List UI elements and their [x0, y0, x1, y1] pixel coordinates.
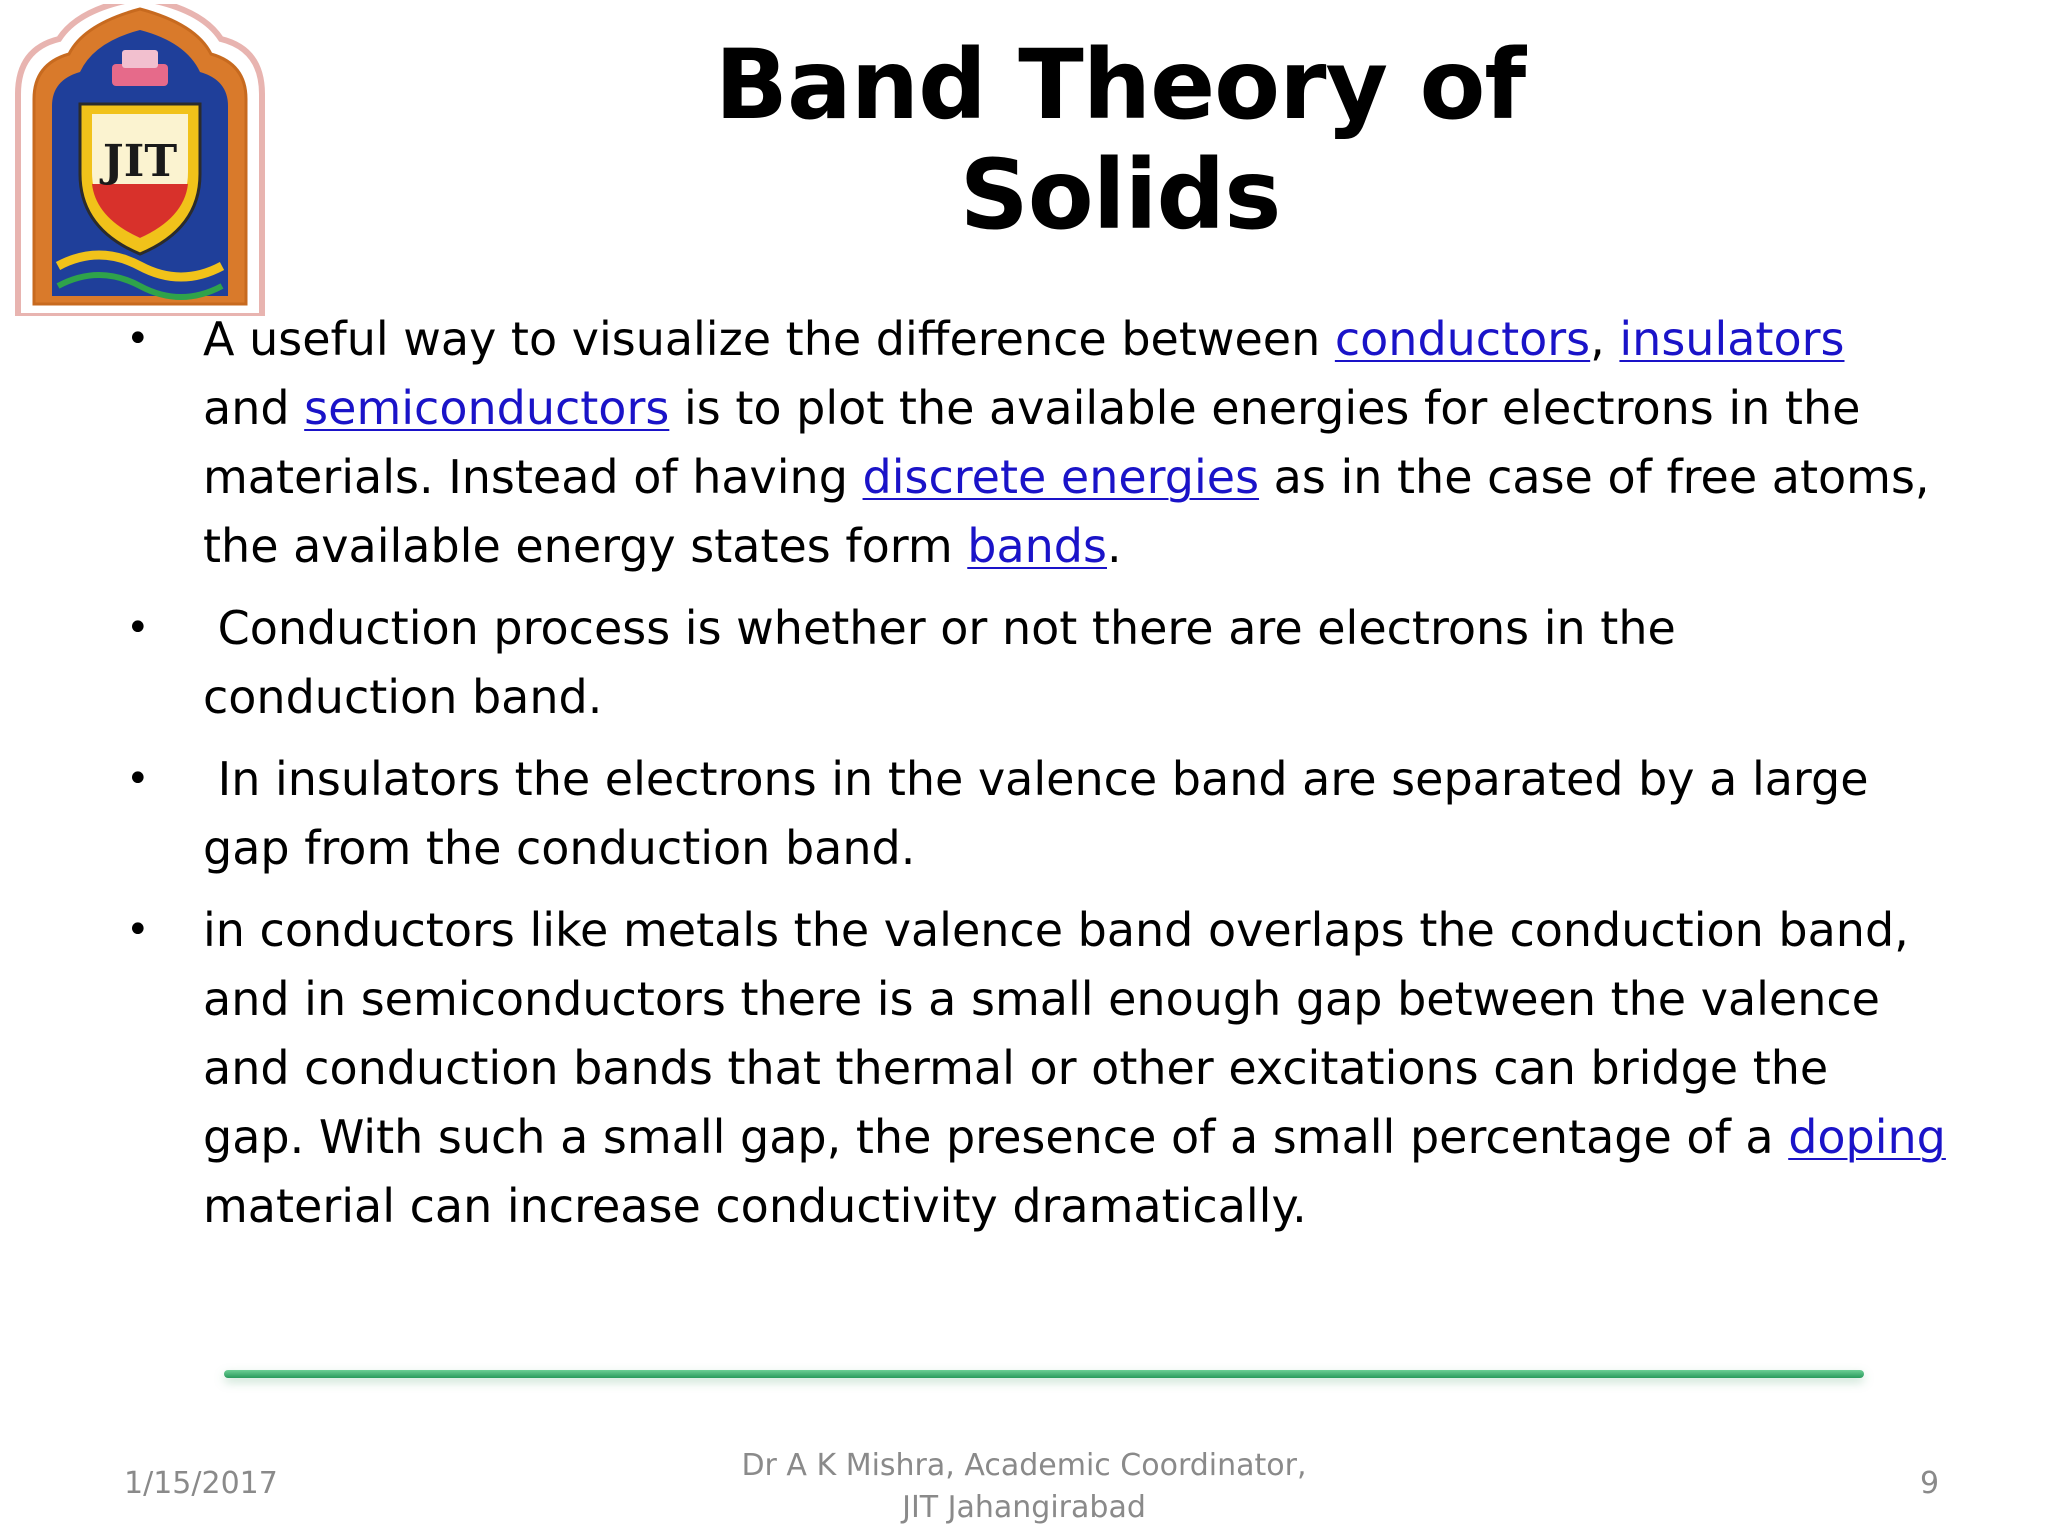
- footer-date: 1/15/2017: [124, 1466, 278, 1501]
- hyperlink[interactable]: semiconductors: [304, 381, 670, 435]
- bullet-line: [203, 814, 1970, 883]
- bullet-text: the available energy states form: [203, 519, 968, 573]
- bullet-text: ,: [1590, 312, 1620, 366]
- footer-author-line1: Dr A K Mishra, Academic Coordinator,: [741, 1448, 1307, 1483]
- bullet-text: and conduction bands that thermal or other excitations can bridge the: [203, 1041, 1829, 1095]
- bullet-line: [203, 1034, 1970, 1103]
- bullet-text: and: [203, 381, 305, 435]
- bullet-line: [203, 965, 1970, 1034]
- footer-author: [724, 1445, 1324, 1529]
- slide-title: Band Theory of Solids: [714, 29, 1526, 251]
- bullet-line: [203, 305, 1970, 374]
- bullet-line: [203, 1172, 1970, 1241]
- bullet-line: [203, 594, 1970, 663]
- jit-logo: [14, 4, 266, 316]
- bullet-item: [120, 745, 1970, 883]
- bullet-item: [120, 896, 1970, 1241]
- hyperlink[interactable]: conductors: [1334, 312, 1591, 366]
- bullet-text: is to plot the available energies for electrons in the: [669, 381, 1861, 435]
- bullet-text: gap from the conduction band.: [203, 821, 916, 875]
- bullet-glyph: •: [126, 605, 150, 651]
- footer-author-line2: JIT Jahangirabad: [902, 1490, 1146, 1525]
- bullet-text: In insulators the electrons in the valence band are separated by a large: [203, 752, 1869, 806]
- hyperlink[interactable]: insulators: [1619, 312, 1845, 366]
- bullet-text: material can increase conductivity dramatically.: [203, 1179, 1307, 1233]
- bullet-glyph: •: [126, 907, 150, 953]
- footer-divider: [224, 1370, 1864, 1378]
- hyperlink[interactable]: bands: [967, 519, 1107, 573]
- hyperlink[interactable]: discrete energies: [862, 450, 1260, 504]
- bullet-line: [203, 1103, 1970, 1172]
- bullet-text: Conduction process is whether or not there are electrons in the: [203, 601, 1676, 655]
- bullet-line: [203, 745, 1970, 814]
- hyperlink[interactable]: doping: [1788, 1110, 1946, 1164]
- bullet-item: [120, 305, 1970, 581]
- bullet-text: materials. Instead of having: [203, 450, 863, 504]
- bullet-glyph: •: [126, 756, 150, 802]
- bullet-list: [120, 305, 1970, 1254]
- bullet-text: .: [1106, 519, 1122, 573]
- bullet-glyph: •: [126, 316, 150, 362]
- bullet-item: [120, 594, 1970, 732]
- bullet-text: in conductors like metals the valence band overlaps the conduction band,: [203, 903, 1909, 957]
- footer-page-number: 9: [1920, 1466, 1940, 1501]
- bullet-line: [203, 896, 1970, 965]
- bullet-text: conduction band.: [203, 670, 603, 724]
- logo-text: JIT: [102, 136, 178, 187]
- bullet-line: [203, 374, 1970, 443]
- bullet-line: [203, 443, 1970, 512]
- bullet-text: gap. With such a small gap, the presence of a small percentage of a: [203, 1110, 1789, 1164]
- bullet-text: A useful way to visualize the difference between: [203, 312, 1335, 366]
- bullet-text: and in semiconductors there is a small enough gap between the valence: [203, 972, 1880, 1026]
- bullet-text: as in the case of free atoms,: [1259, 450, 1930, 504]
- bullet-line: [203, 512, 1970, 581]
- bullet-line: [203, 663, 1970, 732]
